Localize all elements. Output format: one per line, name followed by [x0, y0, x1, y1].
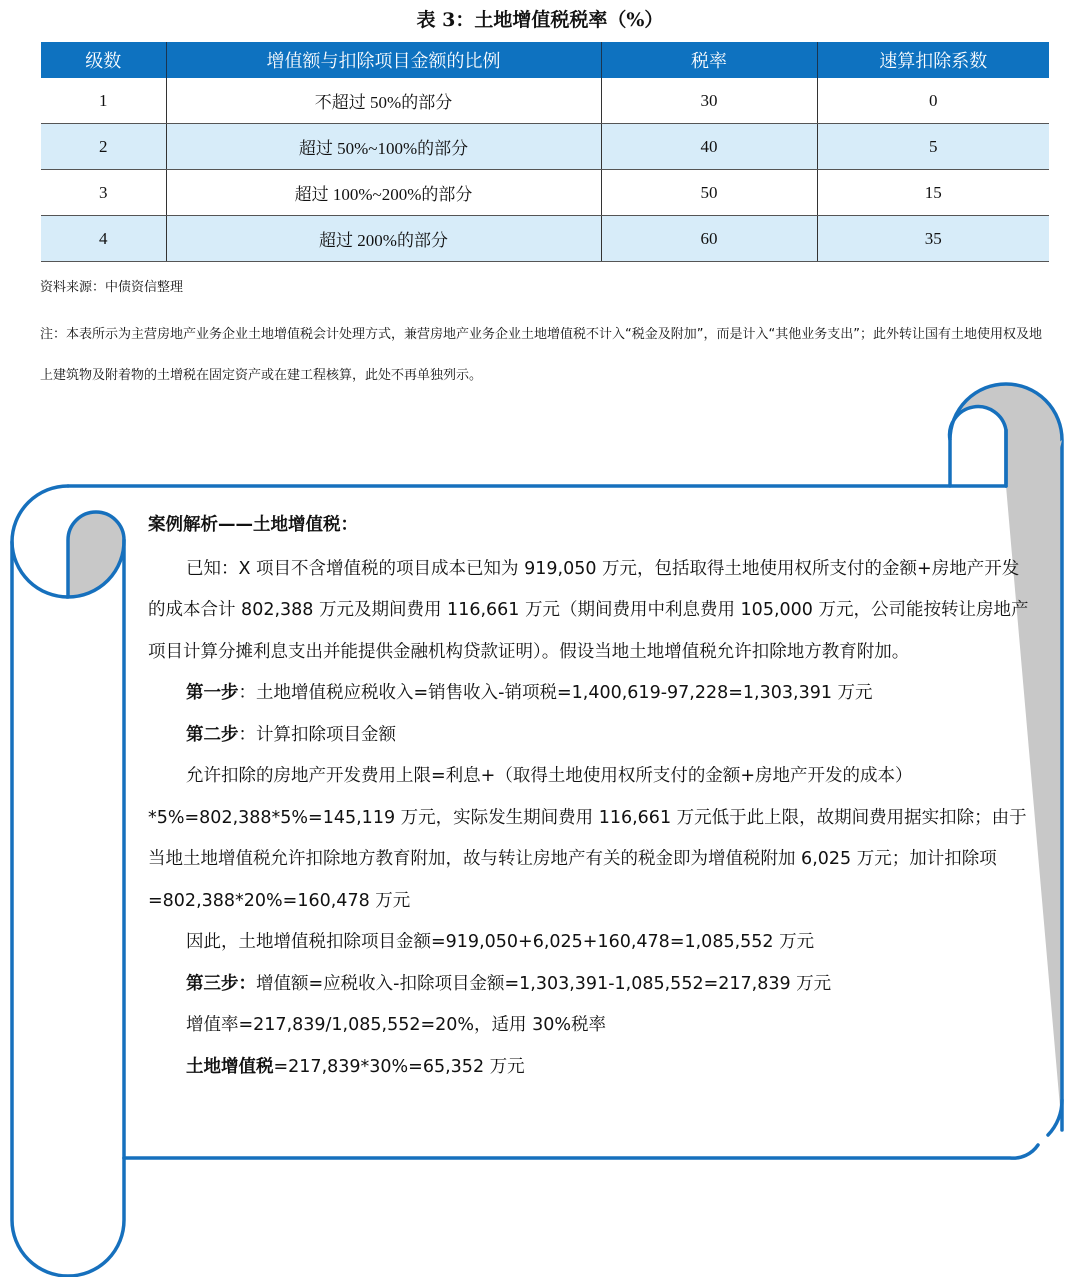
case-step1	[148, 673, 1033, 715]
cell-ratio: 不超过 50%的部分	[166, 78, 601, 124]
cell-rate: 60	[601, 216, 817, 262]
step2-text: ：计算扣除项目金额	[238, 724, 396, 745]
header-level: 级数	[41, 42, 166, 78]
cell-deduction: 35	[817, 216, 1049, 262]
result-label: 土地增值税	[186, 1056, 274, 1077]
case-result	[148, 1047, 1033, 1089]
data-source: 资料来源：中债资信整理	[40, 280, 184, 295]
cell-rate: 30	[601, 78, 817, 124]
case-deduction-limit: 允许扣除的房地产开发费用上限=利息+（取得土地使用权所支付的金额+房地产开发的成本）*5%=802,388*5%=145,119 万元，实际发生期间费用 116,661 万元低于此上限，故期间费用据实扣除；由于当地土地增值税允许扣除地方教育附加，故与转让房地产有关的税金即为增值税附加 6,025 万元；加计扣除项=802,388*20%=160,478 万元	[148, 766, 1027, 911]
case-title: 案例解析——土地增值税：	[148, 515, 358, 535]
scroll-left-curl-icon	[68, 512, 124, 597]
header-deduction: 速算扣除系数	[817, 42, 1049, 78]
cell-ratio: 超过 200%的部分	[166, 216, 601, 262]
case-analysis	[148, 505, 1033, 1088]
header-ratio: 增值额与扣除项目金额的比例	[166, 42, 601, 78]
cell-deduction: 15	[817, 170, 1049, 216]
cell-level: 4	[41, 216, 166, 262]
header-rate: 税率	[601, 42, 817, 78]
cell-level: 1	[41, 78, 166, 124]
cell-deduction: 5	[817, 124, 1049, 170]
case-value-added-rate: 增值率=217,839/1,085,552=20%，适用 30%税率	[186, 1015, 607, 1035]
cell-ratio: 超过 100%~200%的部分	[166, 170, 601, 216]
case-step3	[148, 964, 1033, 1006]
step1-label: 第一步	[186, 683, 239, 703]
result-text: =217,839*30%=65,352 万元	[273, 1056, 525, 1077]
cell-rate: 50	[601, 170, 817, 216]
case-deduction-total: 因此，土地增值税扣除项目金额=919,050+6,025+160,478=1,085,552 万元	[186, 932, 815, 952]
cell-rate: 40	[601, 124, 817, 170]
cell-ratio: 超过 50%~100%的部分	[166, 124, 601, 170]
cell-level: 2	[41, 124, 166, 170]
case-step2	[148, 715, 1033, 757]
cell-deduction: 0	[817, 78, 1049, 124]
step2-label: 第二步	[186, 724, 239, 745]
case-given: 已知：X 项目不含增值税的项目成本已知为 919,050 万元，包括取得土地使用权所支付的金额+房地产开发的成本合计 802,388 万元及期间费用 116,661 万元（期间费用中利息费用 105,000 万元，公司能按转让房地产项目计算分摊利息支出并能提供金融机构贷款证明）。假设当地土地增值税允许扣除地方教育附加。	[148, 558, 1029, 662]
step3-label: 第三步：	[186, 973, 256, 994]
table-title: 表 3：土地增值税税率（%）	[416, 9, 664, 31]
cell-level: 3	[41, 170, 166, 216]
step1-text: ：土地增值税应税收入=销售收入-销项税=1,400,619-97,228=1,303,391 万元	[238, 683, 873, 703]
table-note: 注：本表所示为主营房地产业务企业土地增值税会计处理方式，兼营房地产业务企业土地增值税不计入“税金及附加”，而是计入“其他业务支出”；此外转让国有土地使用权及地上建筑物及附着物的土增税在固定资产或在建工程核算，此处不再单独列示。	[40, 327, 1042, 383]
step3-text: 增值额=应税收入-扣除项目金额=1,303,391-1,085,552=217,839 万元	[256, 973, 832, 994]
